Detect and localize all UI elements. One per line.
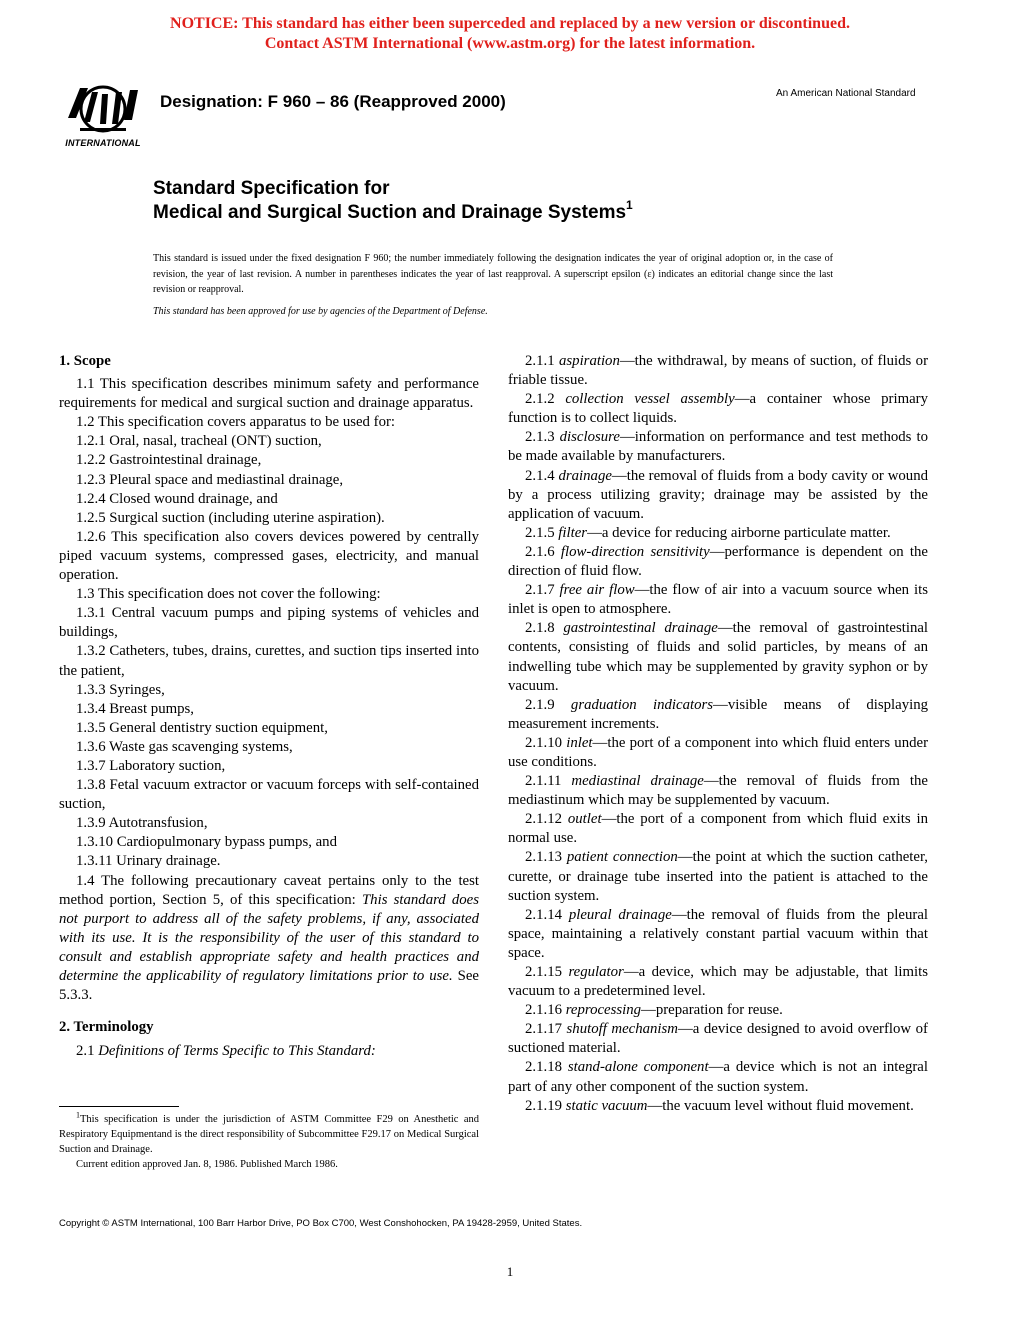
paragraph-1-3: 1.3 This specification does not cover the following: <box>76 586 381 603</box>
definition-10 <box>508 734 928 772</box>
definition-15 <box>508 963 928 1001</box>
definition-term: collection vessel assembly <box>565 391 735 408</box>
footnote-divider <box>59 1106 179 1107</box>
page-number: 1 <box>506 1264 514 1279</box>
list-item-1-3-10: 1.3.10 Cardiopulmonary bypass pumps, and <box>76 834 337 851</box>
list-item-1-2-6: 1.2.6 This specification also covers devices powered by centrally piped vacuum systems, compressed gases, electricity, and manual operation. <box>59 528 479 584</box>
definition-term: patient connection <box>566 849 678 866</box>
safety-caveat: This standard does not purport to address all of the safety problems, if any, associated with its use. It is the responsibility of the user of this standard to consult and establish appropriate safety and health practices and determine the applicability of regulatory limitations prior to use. <box>59 891 479 984</box>
definition-6 <box>508 543 928 581</box>
right-column <box>508 352 928 1116</box>
withdrawal-notice <box>0 14 1020 54</box>
definition-text: —the vacuum level without fluid movement. <box>647 1097 914 1114</box>
list-item-1-3-8: 1.3.8 Fetal vacuum extractor or vacuum forceps with self-contained suction, <box>59 777 479 813</box>
title-line-1: Standard Specification for <box>153 178 390 199</box>
definition-text: —a device designed to avoid overflow of suctioned material. <box>508 1021 928 1057</box>
definition-number: 2.1.14 <box>525 906 569 923</box>
list-item-1-3-4: 1.3.4 Breast pumps, <box>76 700 194 717</box>
definition-text: —the port of a component from which fluid exits in normal use. <box>508 811 928 847</box>
issued-note: This standard is issued under the fixed designation F 960; the number immediately following the designation indicates the year of original adoption or, in the case of revision, the year of last revision. A number in parentheses indicates the year of last reapproval. A superscript epsilon (ε) indicates an editorial change since the last revision or reapproval. <box>153 253 833 295</box>
definition-text: —information on performance and test methods to be made available by manufacturers. <box>508 429 928 465</box>
definition-2 <box>508 390 928 428</box>
list-item-1-2-3: 1.2.3 Pleural space and mediastinal drainage, <box>76 471 344 488</box>
list-item-1-3-6: 1.3.6 Waste gas scavenging systems, <box>76 738 293 755</box>
definition-text: —the removal of gastrointestinal contents, consisting of fluids and solid particles, by means of an indwelling tube which may be supplemented by gravity syphon or by vacuum. <box>508 620 929 694</box>
definition-text: —preparation for reuse. <box>641 1002 783 1019</box>
section-heading-terminology: 2. Terminology <box>59 1019 154 1036</box>
definition-number: 2.1.8 <box>525 620 564 637</box>
definition-1 <box>508 352 928 390</box>
title-footnote-mark: 1 <box>626 197 633 212</box>
definition-text: —the removal of fluids from the pleural space, maintaining a relatively constant partial vacuum within that space. <box>508 906 928 961</box>
definition-text: —visible means of displaying measurement increments. <box>508 696 929 732</box>
definition-12 <box>508 810 928 848</box>
definition-number: 2.1.4 <box>525 467 559 484</box>
paragraph-1-2: 1.2 This specification covers apparatus to be used for: <box>76 414 395 431</box>
approved-note: This standard has been approved for use by agencies of the Department of Defense. <box>153 306 488 317</box>
definition-text: —the withdrawal, by means of suction, of fluids or friable tissue. <box>508 353 928 389</box>
definition-number: 2.1.11 <box>525 773 572 790</box>
paragraph-2-1 <box>59 1042 479 1061</box>
definition-7 <box>508 581 928 619</box>
designation: Designation: F 960 – 86 (Reapproved 2000) <box>160 92 506 111</box>
logo-wordmark: INTERNATIONAL <box>65 138 141 148</box>
footnote-mark: 1 <box>76 1110 80 1120</box>
definition-text: —the flow of air into a vacuum source when its inlet is open to atmosphere. <box>508 582 928 618</box>
american-national-standard-label: An American National Standard <box>776 88 916 99</box>
definition-text: —a container whose primary function is to collect liquids. <box>508 391 928 427</box>
definition-number: 2.1.2 <box>525 391 566 408</box>
definition-8 <box>508 619 928 695</box>
definition-number: 2.1.19 <box>525 1097 566 1114</box>
list-item-1-2-4: 1.2.4 Closed wound drainage, and <box>76 490 278 507</box>
list-item-1-2-2: 1.2.2 Gastrointestinal drainage, <box>76 452 262 469</box>
definition-19 <box>508 1097 928 1116</box>
definition-term: stand-alone component <box>567 1059 709 1076</box>
paragraph-2-1-title: Definitions of Terms Specific to This Standard: <box>98 1043 376 1060</box>
notice-line-2: Contact ASTM International (www.astm.org) for the latest information. <box>264 35 756 52</box>
definition-term: graduation indicators <box>570 696 714 713</box>
definition-number: 2.1.17 <box>525 1021 567 1038</box>
notice-line-1: NOTICE: This standard has either been superceded and replaced by a new version or discontinued. <box>170 15 850 32</box>
definition-term: drainage <box>558 467 612 484</box>
definition-text: —a device which is not an integral part of any other component of the suction system. <box>508 1059 928 1095</box>
definition-term: pleural drainage <box>568 906 672 923</box>
definition-number: 2.1.16 <box>525 1002 566 1019</box>
definition-5 <box>508 524 928 543</box>
definition-11 <box>508 772 928 810</box>
definition-number: 2.1.3 <box>525 429 560 446</box>
paragraph-2-1-number: 2.1 <box>76 1043 99 1060</box>
paragraph-1-4-end: See 5.3.3. <box>59 968 479 1004</box>
definition-13 <box>508 848 928 905</box>
definition-number: 2.1.5 <box>525 524 559 541</box>
definition-term: shutoff mechanism <box>566 1021 678 1038</box>
definition-term: mediastinal drainage <box>571 773 704 790</box>
footnote <box>59 1112 479 1172</box>
definition-text: —a device, which may be adjustable, that limits vacuum to a predetermined level. <box>508 964 928 1000</box>
definition-4 <box>508 467 928 524</box>
footnote-edition: Current edition approved Jan. 8, 1986. Published March 1986. <box>76 1159 338 1170</box>
definition-term: outlet <box>567 811 602 828</box>
list-item-1-3-5: 1.3.5 General dentistry suction equipment, <box>76 719 328 736</box>
section-heading-scope: 1. Scope <box>59 353 111 369</box>
paragraph-1-1: 1.1 This specification describes minimum safety and performance requirements for medical and surgical suction and drainage apparatus. <box>59 376 479 412</box>
definition-18 <box>508 1058 928 1096</box>
definition-term: aspiration <box>559 353 620 369</box>
list-item-1-3-3: 1.3.3 Syringes, <box>76 681 165 698</box>
list-item-1-3-2: 1.3.2 Catheters, tubes, drains, curettes, and suction tips inserted into the patient, <box>59 643 479 679</box>
definition-term: disclosure <box>559 429 620 446</box>
definition-term: filter <box>558 524 588 541</box>
definition-3 <box>508 428 928 466</box>
definition-text: —performance is dependent on the direction of fluid flow. <box>508 543 929 580</box>
footnote-text <box>59 1112 479 1157</box>
definition-14 <box>508 906 928 963</box>
list-item-1-3-1: 1.3.1 Central vacuum pumps and piping systems of vehicles and buildings, <box>59 605 479 641</box>
definition-number: 2.1.6 <box>525 543 561 560</box>
footnote-body: This specification is under the jurisdiction of ASTM Committee F29 on Anesthetic and Respiratory Equipmentand is the direct responsibility of Subcommittee F29.17 on Medical Surgical Suction and Drainage. <box>59 1114 479 1155</box>
definition-text: —a device for reducing airborne particulate matter. <box>587 524 891 541</box>
definition-text: —the removal of fluids from the mediastinum which may be supplemented by vacuum. <box>508 773 928 809</box>
definition-term: static vacuum <box>565 1097 648 1114</box>
definition-text: —the port of a component into which fluid enters under use conditions. <box>508 734 928 770</box>
definition-term: flow-direction sensitivity <box>560 543 710 560</box>
definition-number: 2.1.15 <box>525 964 569 980</box>
list-item-1-3-11: 1.3.11 Urinary drainage. <box>76 853 221 870</box>
paragraph-1-4 <box>59 872 479 1006</box>
list-item-1-2-5: 1.2.5 Surgical suction (including uterine aspiration). <box>76 509 385 526</box>
left-column <box>59 352 479 1061</box>
definition-16 <box>508 1001 928 1020</box>
definition-9 <box>508 696 928 734</box>
astm-logo <box>60 78 146 152</box>
definition-term: free air flow <box>559 582 635 599</box>
definition-number: 2.1.9 <box>525 696 571 713</box>
definition-term: inlet <box>566 734 593 751</box>
definition-number: 2.1.13 <box>525 849 567 866</box>
definition-term: gastrointestinal drainage <box>563 620 718 637</box>
copyright-line: Copyright © ASTM International, 100 Barr Harbor Drive, PO Box C700, West Conshohocken, PA 19428-2959, United States. <box>59 1218 583 1229</box>
definition-term: regulator <box>568 964 624 980</box>
definition-number: 2.1.12 <box>525 811 568 828</box>
definition-17 <box>508 1020 928 1058</box>
definition-number: 2.1.1 <box>525 353 560 369</box>
definition-text: —the point at which the suction catheter, curette, or drainage tube inserted into the patient is attached to the suction system. <box>508 849 928 904</box>
title-main: Medical and Surgical Suction and Drainage Systems <box>153 202 627 223</box>
definition-number: 2.1.18 <box>525 1059 568 1076</box>
definition-text: —the removal of fluids from a body cavity or wound by a process utilizing gravity; drainage may be assisted by the application of vacuum. <box>508 467 928 522</box>
definition-number: 2.1.10 <box>525 734 567 751</box>
list-item-1-3-9: 1.3.9 Autotransfusion, <box>76 815 208 832</box>
definition-number: 2.1.7 <box>525 582 560 599</box>
definition-term: reprocessing <box>565 1002 642 1019</box>
paragraph-1-4-start: 1.4 The following precautionary caveat pertains only to the test method portion, Section 5, of this specification: <box>59 872 479 908</box>
astm-logo-mark <box>60 78 146 140</box>
list-item-1-3-7: 1.3.7 Laboratory suction, <box>76 757 226 774</box>
list-item-1-2-1: 1.2.1 Oral, nasal, tracheal (ONT) suction, <box>76 433 322 450</box>
title-line-2 <box>153 197 633 224</box>
